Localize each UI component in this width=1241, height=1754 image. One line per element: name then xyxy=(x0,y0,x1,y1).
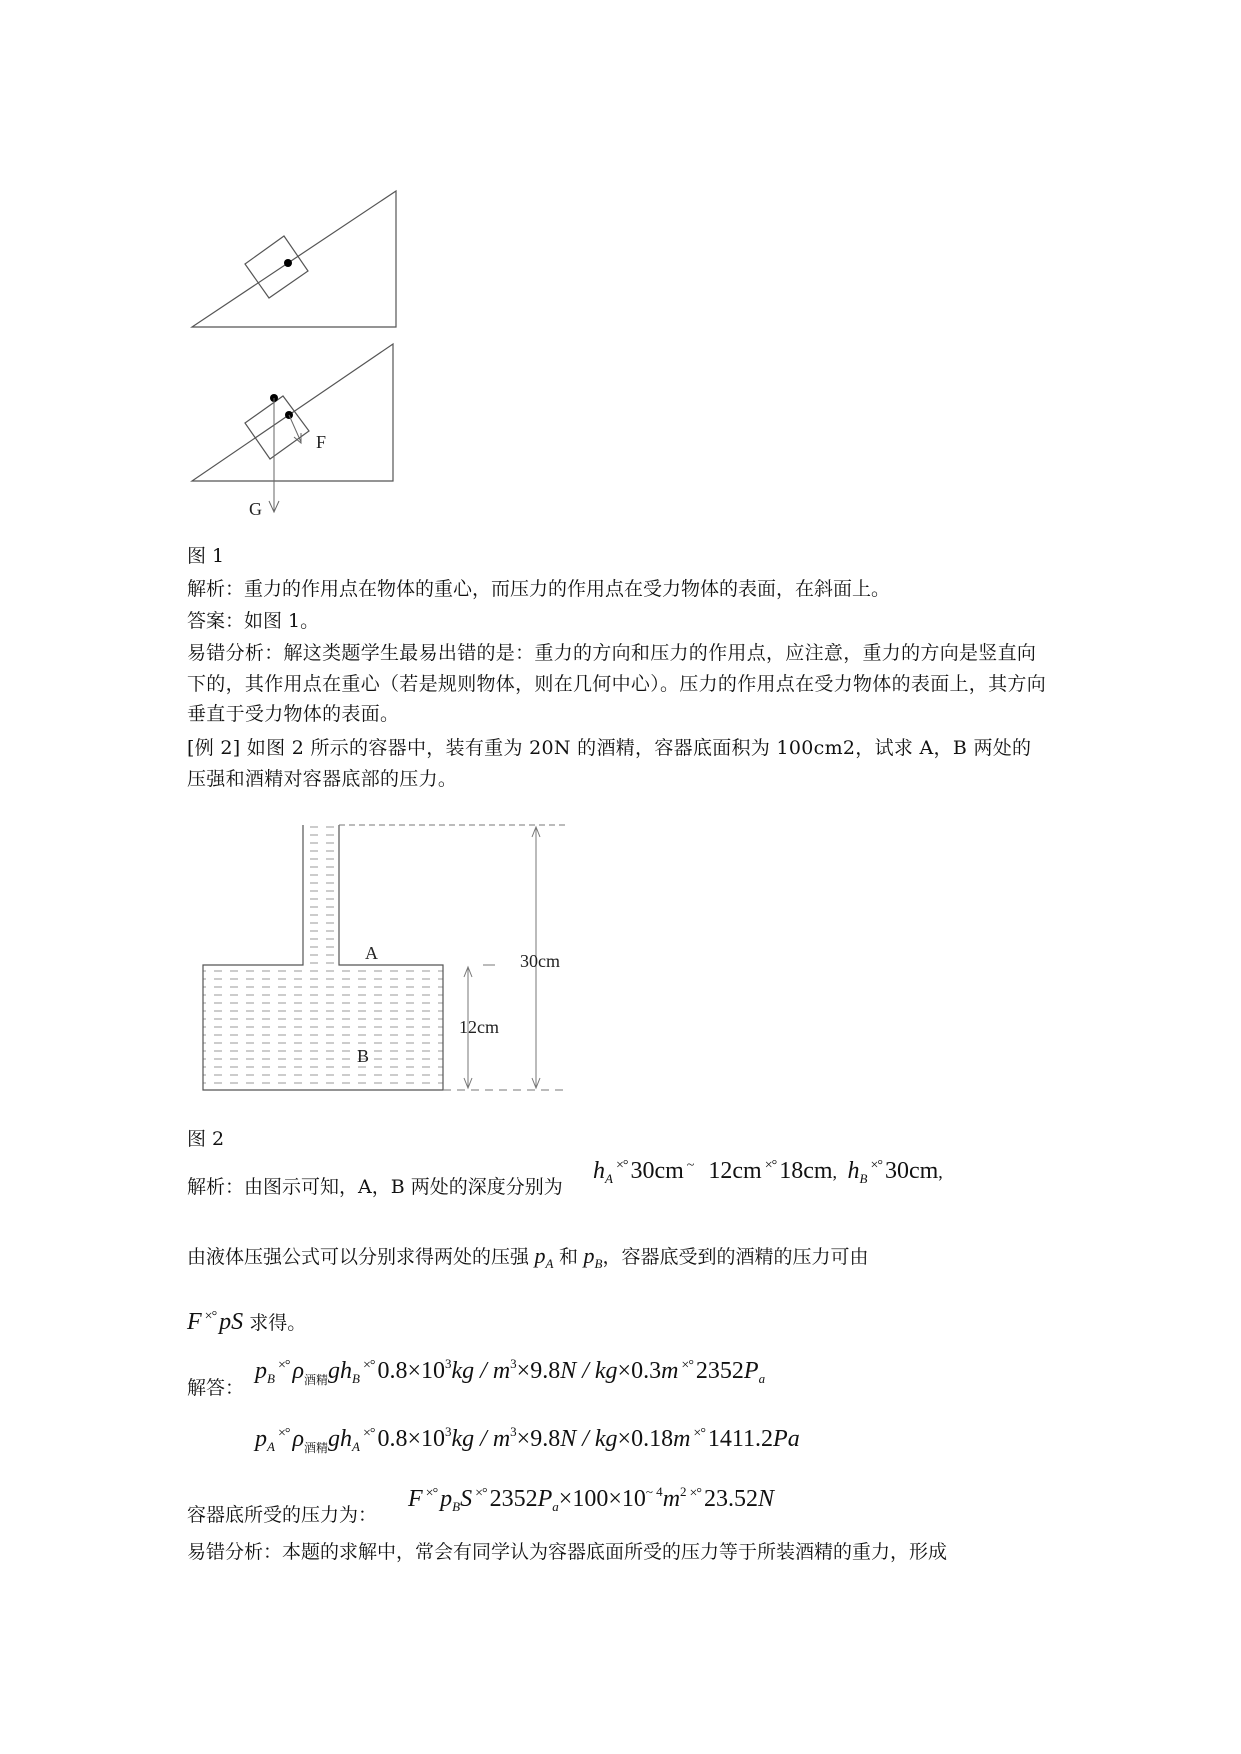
formula-pa: $p_A^{\times^\circ}$ $\rho_{酒精}gh_A^{\times^\circ}$ $0.8\times 10^3kg / m^3\times 9.8N / kg\times 0.18m$ ×° 1411.2Pa xyxy=(255,1424,800,1455)
incline-upper xyxy=(192,191,396,327)
error-analysis-1: 易错分析：解这类题学生最易出错的是：重力的方向和压力的作用点，应注意，重力的方向是竖直向下的，其作用点在重心（若是规则物体，则在几何中心）。压力的作用点在受力物体的表面上，其方向垂直于受力物体的表面。 xyxy=(187,642,1047,725)
force-g-label: G xyxy=(249,499,262,519)
solution-label: 解答： xyxy=(187,1377,245,1399)
analysis-1: 解析：重力的作用点在物体的重心，而压力的作用点在受力物体的表面，在斜面上。 xyxy=(187,578,891,600)
container xyxy=(203,825,443,1090)
formula-force: F ×° $p_BS$ ×° $2352P_a\times 100\times 10^{\sim 4}m^2$ ×° 23.52N xyxy=(408,1484,775,1514)
height-total-label: 30cm xyxy=(520,951,560,971)
formula-pb: $p_B^{\times^\circ}$ $\rho_{酒精}gh_B^{\times^\circ}$ $0.8\times 10^3kg / m^3\times 9.8N / kg\times 0.3m$ ×° $2352P_a$ xyxy=(255,1356,766,1387)
force-f-label: F xyxy=(316,432,327,452)
error-analysis-2: 易错分析：本题的求解中，常会有同学认为容器底面所受的压力等于所装酒精的重力，形成 xyxy=(187,1541,948,1563)
analysis-2-line-1: 解析：由图示可知，A，B 两处的深度分别为 xyxy=(187,1176,563,1198)
figure-2-caption: 图 2 xyxy=(187,1128,225,1150)
height-body-label: 12cm xyxy=(459,1017,499,1037)
analysis-2-line-2: 由液体压强公式可以分别求得两处的压强 $p_A$ 和 $p_B$，容器底受到的酒精的压力可由 xyxy=(187,1243,869,1271)
incline-lower xyxy=(192,344,393,481)
analysis-2-line-3: F ×° pS 求得。 xyxy=(187,1309,307,1335)
force-label: 容器底所受的压力为： xyxy=(187,1504,378,1526)
figure-1-diagram xyxy=(180,180,410,530)
label-b: B xyxy=(357,1046,370,1066)
formula-depths: $h_A^{\times^\circ}$ 30cm ~ 12cm ×° 18cm, $h_B^{\times^\circ}$ 30cm, xyxy=(593,1158,943,1186)
figure-2-diagram xyxy=(195,815,575,1105)
contact-point-dot xyxy=(284,259,292,267)
example-2: [例 2] 如图 2 所示的容器中，装有重为 20N 的酒精，容器底面积为 100cm2，试求 A，B 两处的压强和酒精对容器底部的压力。 xyxy=(187,737,1032,790)
label-a: A xyxy=(365,943,378,963)
answer-1: 答案：如图 1。 xyxy=(187,610,320,632)
figure-1-caption: 图 1 xyxy=(187,545,225,567)
